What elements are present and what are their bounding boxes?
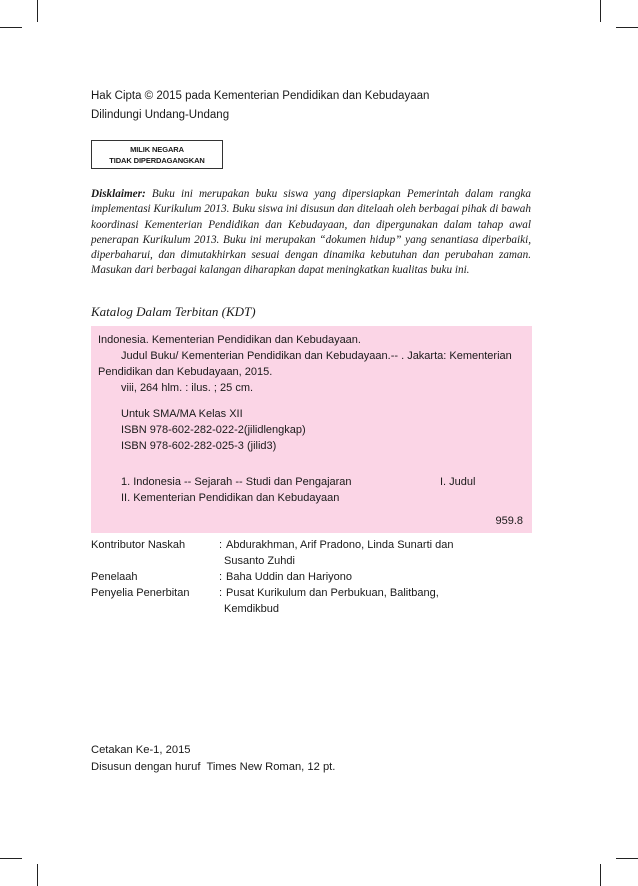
disclaimer-text: Buku ini merupakan buku siswa yang dipersiapkan Pemerintah dalam rangka implementasi Kurikulum 2013. Buku siswa ini disusun dan ditelaah oleh berbagai pihak di bawah koordinasi Kementerian Pendidikan dan Kebudayaan, dan dipergunakan dalam tahap awal penerapan Kurikulum 2013. Buku ini merupakan “dokumen hidup” yang senantiasa diperbaiki, diperbaharui, dan dimutakhirkan sesuai dengan dinamika kebutuhan dan perubahan zaman. Masukan dari berbagai kalangan diharapkan dapat meningkatkan kualitas buku ini. <box>91 188 531 277</box>
kdt-classification-number: 959.8 <box>495 515 523 527</box>
copyright-block <box>91 87 429 125</box>
publishing-supervisor-colon: : <box>219 587 223 599</box>
disclaimer-paragraph <box>91 187 531 279</box>
kdt-line-3: Pendidikan dan Kebudayaan, 2015. <box>98 366 273 378</box>
kdt-line-5: Untuk SMA/MA Kelas XII <box>121 408 243 420</box>
kdt-isbn-complete: ISBN 978-602-282-022-2(jilidlengkap) <box>121 424 306 436</box>
reviewer-value: Baha Uddin dan Hariyono <box>223 571 353 583</box>
disclaimer-label: Disklaimer: <box>91 188 146 200</box>
stamp-line-2: TIDAK DIPERDAGANGKAN <box>109 156 205 165</box>
kdt-line-1: Indonesia. Kementerian Pendidikan dan Kebudayaan. <box>98 334 361 346</box>
kdt-box <box>91 326 532 533</box>
crop-mark-bottom-left-v <box>37 864 38 886</box>
contributor-label: Kontributor Naskah <box>91 539 186 551</box>
contributor-value-line-2: Susanto Zuhdi <box>224 555 295 567</box>
kdt-subject-line: 1. Indonesia -- Sejarah -- Studi dan Pengajaran <box>121 476 352 488</box>
kdt-title-entry: I. Judul <box>440 476 476 488</box>
crop-mark-bottom-left-h <box>0 858 22 859</box>
publishing-supervisor-value-line-1: Pusat Kurikulum dan Perbukuan, Balitbang, <box>226 587 439 599</box>
crop-mark-bottom-right-v <box>600 864 601 886</box>
contributor-value-line-1: Abdurakhman, Arif Pradono, Linda Sunarti dan <box>226 539 454 551</box>
reviewer-label: Penelaah <box>91 571 138 583</box>
protected-by-law-line: Dilindungi Undang-Undang <box>91 109 230 121</box>
kdt-title: Katalog Dalam Terbitan (KDT) <box>91 304 256 319</box>
publishing-supervisor-value-line-2: Kemdikbud <box>224 603 280 615</box>
kdt-isbn-volume: ISBN 978-602-282-025-3 (jilid3) <box>121 440 277 452</box>
crop-mark-top-right-v <box>600 0 601 22</box>
print-info <box>91 742 335 776</box>
kdt-line-2: Judul Buku/ Kementerian Pendidikan dan Kebudayaan.-- . Jakarta: Kementerian <box>121 350 512 362</box>
crop-mark-top-right-h <box>616 27 638 28</box>
reviewer-colon: : <box>219 571 223 583</box>
edition-line: Cetakan Ke-1, 2015 <box>91 744 191 756</box>
contributor-colon: : <box>219 539 223 551</box>
crop-mark-top-left-v <box>37 0 38 22</box>
crop-mark-bottom-right-h <box>616 858 638 859</box>
typeface-line: Disusun dengan huruf Times New Roman, 12 pt. <box>91 761 336 773</box>
crop-mark-top-left-h <box>0 27 22 28</box>
kdt-line-4: viii, 264 hlm. : ilus. ; 25 cm. <box>121 382 254 394</box>
kdt-author-entry: II. Kementerian Pendidikan dan Kebudayaan <box>121 492 340 504</box>
copyright-line: Hak Cipta © 2015 pada Kementerian Pendidikan dan Kebudayaan <box>91 90 430 102</box>
stamp-line-1: MILIK NEGARA <box>130 145 184 154</box>
publishing-supervisor-label: Penyelia Penerbitan <box>91 587 190 599</box>
state-property-stamp <box>91 140 223 169</box>
